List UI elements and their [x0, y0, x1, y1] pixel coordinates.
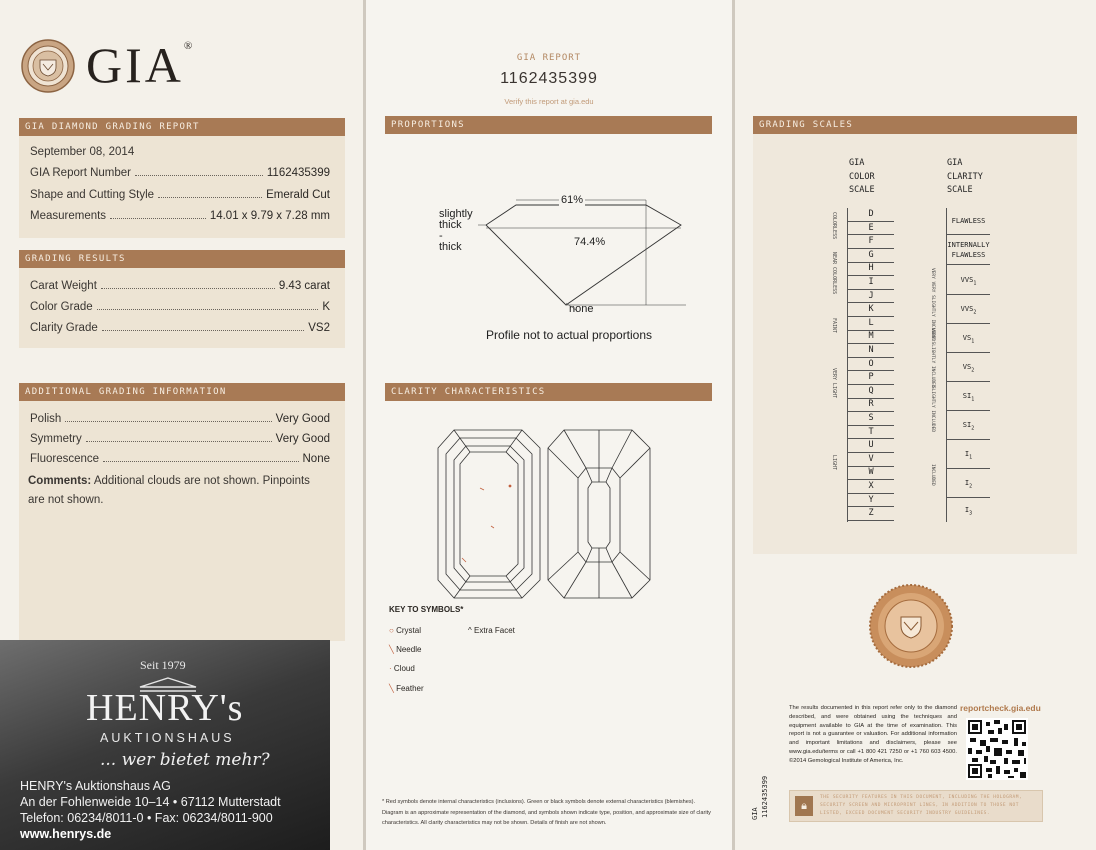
clarity-group-label: INCLUDED [930, 464, 935, 486]
comments-label: Comments: [28, 475, 92, 487]
clarity-grade [947, 208, 990, 235]
color-grade: H [848, 262, 894, 276]
clarity-grade [947, 324, 990, 353]
title-line: GIA [947, 158, 963, 168]
color-grade: K [848, 303, 894, 317]
clarity-characteristics-bar: CLARITY CHARACTERISTICS [385, 383, 712, 401]
color-grade: J [848, 290, 894, 304]
color-grade: U [848, 439, 894, 453]
row-value: None [302, 453, 330, 465]
grading-scales-bar: GRADING SCALES [753, 116, 1077, 134]
key-crystal [389, 626, 421, 635]
clarity-grade [947, 382, 990, 411]
color-grade: G [848, 249, 894, 263]
clarity-grade-label: FLAWLESS [951, 251, 986, 259]
girdle-label-slightly: slightly [439, 208, 473, 220]
grading-scales-box [753, 134, 1077, 554]
gia-report-header: GIA REPORT [516, 53, 582, 63]
clarity-grade-sub: 1 [973, 280, 977, 287]
key-label: Feather [396, 684, 424, 693]
girdle-label-thick2: thick [439, 241, 462, 253]
clarity-grade-label: VVS [960, 276, 974, 284]
title-line: COLOR [849, 171, 875, 182]
clarity-grade-label: I [964, 479, 970, 487]
girdle-label-thick: thick [439, 219, 462, 231]
table-percentage: 61% [561, 194, 584, 206]
key-needle [389, 645, 421, 654]
girdle-label-dash: - [439, 230, 443, 242]
color-grade: P [848, 371, 894, 385]
culet-label: none [569, 303, 594, 315]
color-grade: Y [848, 494, 894, 508]
title-line: SCALE [947, 185, 973, 195]
color-grade: X [848, 480, 894, 494]
color-grade: F [848, 235, 894, 249]
row-value: 1162435399 [266, 167, 330, 179]
color-scale [847, 208, 894, 522]
row-value: 14.01 x 9.79 x 7.28 mm [209, 210, 330, 222]
proportions-bar: PROPORTIONS [385, 116, 712, 134]
color-row [30, 301, 330, 313]
report-date [30, 146, 330, 158]
symmetry-row [30, 433, 330, 445]
color-group-label: NEAR COLORLESS [831, 252, 837, 295]
clarity-grade-label: VVS [960, 305, 974, 313]
row-value: K [322, 301, 330, 313]
carat-row [30, 280, 330, 292]
clarity-grade-sub: 2 [969, 483, 973, 490]
key-title: KEY TO SYMBOLS* [389, 605, 464, 614]
color-grade: M [848, 330, 894, 344]
color-grade: O [848, 358, 894, 372]
fluorescence-row [30, 453, 330, 465]
shape-row [30, 189, 330, 201]
comments [28, 472, 328, 510]
color-grade: R [848, 398, 894, 412]
row-label: Fluorescence [30, 453, 100, 465]
row-label: Measurements [30, 210, 107, 222]
henrys-name: HENRY's [86, 687, 244, 729]
clarity-grade [947, 498, 990, 522]
clarity-group-label: SLIGHTLY INCLUDED [930, 386, 935, 433]
henrys-overlay [0, 640, 330, 850]
row-label: Color Grade [30, 301, 93, 313]
cloud-icon: · [389, 664, 392, 673]
color-grade: L [848, 317, 894, 331]
measurements-row [30, 210, 330, 222]
color-grade: V [848, 453, 894, 467]
henrys-sub: AUKTIONSHAUS [100, 731, 235, 745]
row-value: Very Good [275, 433, 330, 445]
row-label: Shape and Cutting Style [30, 189, 155, 201]
color-grade: W [848, 466, 894, 480]
verify-link[interactable]: Verify this report at gia.edu [504, 97, 594, 106]
color-group-label: LIGHT [831, 455, 837, 471]
color-grade: T [848, 426, 894, 440]
clarity-grade [947, 469, 990, 498]
report-panel-left [0, 0, 363, 850]
key-extra-facet [468, 626, 515, 635]
report-panel-middle [366, 0, 732, 850]
key-label: Cloud [393, 664, 415, 673]
row-value: 9.43 carat [278, 280, 330, 292]
row-label: GIA Report Number [30, 167, 131, 179]
color-grade: S [848, 412, 894, 426]
clarity-grade-sub: 2 [971, 367, 975, 374]
lock-icon: 🔒︎ [795, 796, 813, 816]
row-label: Polish [30, 413, 62, 425]
row-label: Clarity Grade [30, 322, 98, 334]
gia-gold-seal-icon [868, 583, 954, 669]
clarity-scale [946, 208, 990, 522]
clarity-grade-sub: 2 [971, 425, 975, 432]
report-panel-right [735, 0, 1096, 850]
clarity-grade-sub: 3 [969, 510, 973, 517]
clarity-grade-sub: 2 [973, 309, 977, 316]
feather-icon: ╲ [389, 684, 394, 693]
reportcheck-link[interactable]: reportcheck.gia.edu [960, 703, 1041, 713]
row-label: Carat Weight [30, 280, 97, 292]
henrys-company: HENRY's Auktionshaus AG [20, 779, 171, 793]
gia-report-number: 1162435399 [500, 70, 598, 87]
grading-results-bar: GRADING RESULTS [19, 250, 345, 268]
profile-note: Profile not to actual proportions [485, 328, 653, 342]
clarity-grade [947, 295, 990, 324]
key-cloud [389, 664, 415, 673]
gia-logo-text: GIA [86, 37, 184, 93]
report-section-bar: GIA DIAMOND GRADING REPORT [19, 118, 345, 136]
henrys-address: An der Fohlenweide 10–14 • 67112 Mutterstadt [20, 795, 281, 809]
footnote: * Red symbols denote internal characteristics (inclusions). Green or black symbols denote external characteristics (blemishes). Diagram is an approximate representation of the diamond, and symbols shown indicate type, position, and approximate size of clarity characteristics. All clarity characteristics may not be shown. Details of finish are not shown. [382, 799, 711, 826]
clarity-grade-label: VS [962, 363, 972, 371]
clarity-scale-title [947, 157, 983, 198]
extra-facet-icon: ^ [468, 626, 472, 635]
clarity-grade-label: FLAWLESS [951, 217, 986, 225]
row-value: VS2 [308, 322, 330, 334]
crystal-icon: ○ [389, 626, 394, 635]
clarity-grade-label: I [964, 506, 970, 514]
clarity-grade-sub: 1 [971, 396, 975, 403]
report-number-row [30, 167, 330, 179]
row-label: Symmetry [30, 433, 82, 445]
key-label: Crystal [396, 626, 421, 635]
clarity-grade [947, 440, 990, 469]
color-group-label: COLORLESS [831, 212, 837, 240]
comments-text: Additional clouds are not shown. Pinpoints are not shown. [28, 475, 310, 506]
henrys-slogan: ... wer bietet mehr? [100, 750, 270, 770]
report-date-text: September 08, 2014 [30, 146, 135, 158]
proportions-diagram [426, 185, 686, 315]
clarity-group-label: VERY SLIGHTLY INCLUDED [930, 328, 935, 388]
clarity-grade [947, 266, 990, 295]
henrys-since: Seit 1979 [140, 658, 186, 672]
key-label: Needle [396, 645, 422, 654]
color-scale-title [849, 157, 875, 198]
title-line: GIA [849, 158, 865, 168]
registered-mark: ® [183, 40, 196, 52]
vertical-gia: GIA [751, 807, 759, 820]
row-value: Emerald Cut [266, 189, 330, 201]
color-grade: Z [848, 507, 894, 521]
clarity-grade-label: SI [962, 421, 972, 429]
security-strip [789, 790, 1043, 822]
needle-icon: ╲ [389, 645, 394, 654]
title-line: SCALE [849, 185, 875, 195]
clarity-grade-sub: 1 [971, 338, 975, 345]
additional-info-bar: ADDITIONAL GRADING INFORMATION [19, 383, 345, 401]
color-grade: Q [848, 385, 894, 399]
title-line: CLARITY [947, 171, 983, 182]
clarity-grade-label: SI [962, 392, 972, 400]
clarity-grade-label: VS [962, 334, 972, 342]
gia-seal-icon [20, 38, 76, 94]
henrys-phone: Telefon: 06234/8011-0 • Fax: 06234/8011-900 [20, 811, 273, 825]
clarity-grade [947, 411, 990, 440]
vertical-report-id: 1162435399 [761, 775, 769, 818]
clarity-plot-diagram [436, 428, 656, 600]
clarity-grade-label: INTERNALLY [947, 241, 990, 249]
henrys-web: www.henrys.de [20, 827, 112, 841]
clarity-grade-label: I [964, 450, 970, 458]
color-group-label: VERY LIGHT [831, 368, 837, 399]
security-text: THE SECURITY FEATURES IN THIS DOCUMENT, INCLUDING THE HOLOGRAM, SECURITY SCREEN AND MICROPRINT LINES, IN ADDITION TO THOSE NOT LISTED, EXCEED DOCUMENT SECURITY INDUSTRY GUIDELINES. [820, 795, 1023, 816]
clarity-grade [947, 235, 990, 265]
color-grade: N [848, 344, 894, 358]
key-feather [389, 684, 424, 693]
clarity-group-label: VERY VERY SLIGHTLY INCLUDED [930, 268, 935, 342]
polish-row [30, 413, 330, 425]
qr-code-icon[interactable] [966, 718, 1028, 780]
color-grade: D [848, 208, 894, 222]
clarity-grade-sub: 1 [969, 454, 973, 461]
color-grade: E [848, 222, 894, 236]
key-label: Extra Facet [474, 626, 515, 635]
depth-percentage: 74.4% [574, 236, 606, 248]
clarity-grade [947, 353, 990, 382]
color-grade: I [848, 276, 894, 290]
clarity-row [30, 322, 330, 334]
row-value: Very Good [275, 413, 330, 425]
color-group-label: FAINT [831, 318, 837, 334]
disclaimer: The results documented in this report refer only to the diamond described, and were obtained using the techniques and equipment available to GIA at the time of examination. This report is not a guarantee or valuation. For additional information and important limitations and disclaimers, please see www.gia.edu/terms or call +1 800 421 7250 or +1 760 603 4500. ©2014 Gemological Institute of America, Inc. [789, 705, 957, 764]
